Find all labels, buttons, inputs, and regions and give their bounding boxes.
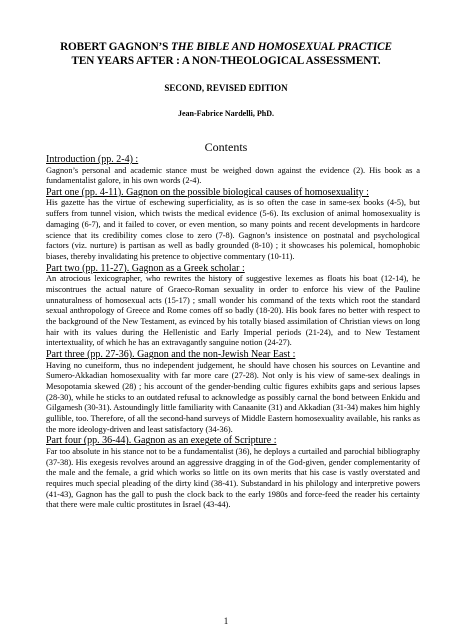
edition-label: SECOND, REVISED EDITION — [164, 83, 288, 93]
author-name: Jean-Fabrice Nardelli, PhD. — [178, 109, 274, 118]
section-part-one — [46, 187, 420, 263]
section-summary: His gazette has the virtue of eschewing superficiality, as is so often the case in same-sex books (4-5), but suffers from tunnel vision, which twists the medical evidence (5-6). Its exclusion of animal homosexuality is damaging (6-7), and it failed to cover, or even mention, so many points and recent developments in hardcore science that its credibility comes close to zero (7-8). Gagnon’s insistence on postnatal and psychological factors (viz. nurture) is partisan as well as badly grounded (8-10) ; it showcases his polemical, homophobic biases, thereby invalidating his pretence to objective commentary (10-11). — [46, 198, 420, 261]
title-line-2: TEN YEARS AFTER : A NON-THEOLOGICAL ASSESSMENT. — [71, 55, 381, 67]
contents-heading: Contents — [204, 140, 248, 154]
section-part-three — [46, 349, 420, 435]
section-summary: Having no cuneiform, thus no independent judgement, he should have chosen his sources on Levantine and Sumero-Akkadian homosexuality with far more care (27-28). Not only is his view of same-sex dealings in Mesopotamia skewed (28) ; his account of the gender-bending cultic figures exhibits gaps and serious lapses (28-30), while he sticks to an outdated refusal to acknowledge as possibly carnal the bond between Enkidu and Gilgamesh (30-31). Astoundingly little familiarity with Canaanite (31) and Akkadian (31-34) makes him highly gullible, too. Therefore, of all the second-hand surveys of Middle Eastern homosexuality available, his ranks as the more ideology-driven and least satisfactory (34-36). — [46, 360, 421, 434]
section-heading-link[interactable]: Part three (pp. 27-36). Gagnon and the non-Jewish Near East : — [46, 349, 296, 361]
title-author-name: ROBERT GAGNON’S — [60, 41, 171, 53]
section-part-two — [46, 263, 420, 349]
section-summary: An atrocious lexicographer, who rewrites the history of suggestive lexemes as floats his boat (12-14), he miscontrues the actual nature of Graeco-Roman sexuality in order to enforce his view of the Pauline unnaturalness of homosexual acts (15-17) ; small wonder his command of the texts which root the standard sexual anthropology of Greece and Rome comes off so badly (18-20). His book fares no better with respect to the background of the New Testament, as evinced by his totally biased assimilation of Christian views on long hair with its values during the Hellenistic and Early Imperial periods (21-24), and to New Testament intertextuality, of which he has an extravagantly sanguine notion (24-27). — [46, 274, 420, 348]
section-introduction — [46, 154, 420, 187]
title-line-1 — [20, 40, 432, 54]
title-book-name: THE BIBLE AND HOMOSEXUAL PRACTICE — [171, 41, 392, 53]
document-title — [20, 40, 432, 68]
page-number: 1 — [223, 616, 229, 626]
section-heading-link[interactable]: Part one (pp. 4-11). Gagnon on the possible biological causes of homosexuality : — [46, 186, 369, 198]
section-summary: Gagnon’s personal and academic stance must be weighed down against the evidence (2). His book as a fundamentalist galore, in his own words (2-4). — [46, 165, 420, 186]
section-heading-link[interactable]: Part two (pp. 11-27). Gagnon as a Greek scholar : — [46, 262, 245, 274]
table-of-contents — [46, 154, 420, 511]
section-heading-link[interactable]: Introduction (pp. 2-4) : — [46, 154, 139, 165]
section-summary: Far too absolute in his stance not to be a fundamentalist (36), he deploys a curtailed and parochial bibliography (37-38). His exegesis revolves around an aggressive dragging in of the God-given, gender complementarity of the male and the female, a grid which works so little on its own merits that his case is vastly overstated and requires much special pleading of the dirty kind (38-41). Substandard in his philology and interpretive powers (41-43), Gagnon has the gall to push the clock back to the early 1980s and force-feed the reader his certainty that there were male cultic prostitutes in Israel (43-44). — [46, 446, 420, 510]
section-heading-link[interactable]: Part four (pp. 36-44). Gagnon as an exegete of Scripture : — [46, 435, 277, 447]
section-part-four — [46, 435, 420, 511]
